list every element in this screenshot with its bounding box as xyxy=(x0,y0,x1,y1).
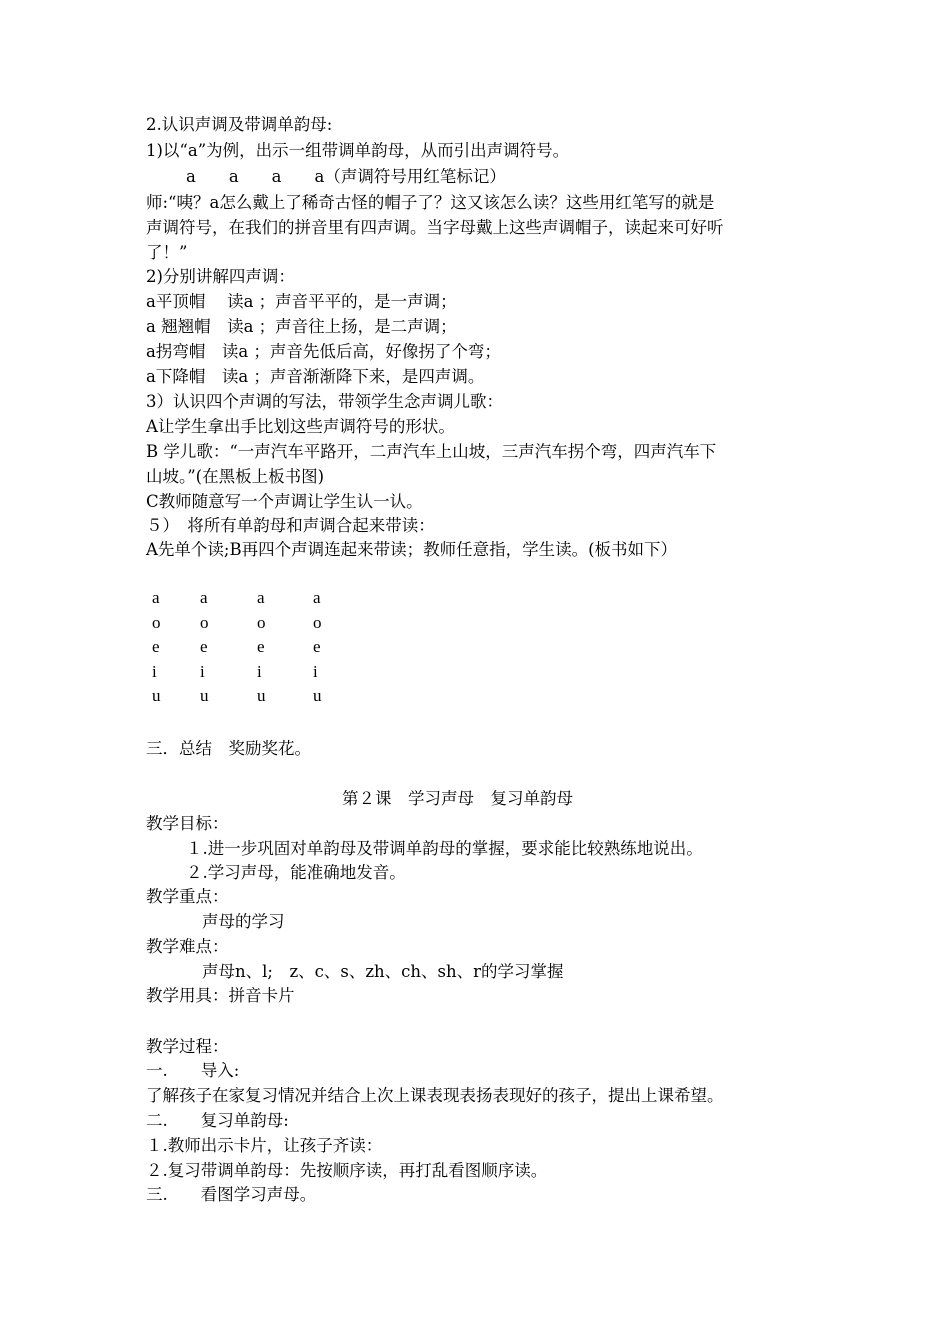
objective-item: ２.学习声母，能准确地发音。 xyxy=(186,863,406,882)
tone-example-line: a a a a（声调符号用红笔标记） xyxy=(186,167,506,186)
text-line: B 学儿歌：“一声汽车平路开，二声汽车上山坡，三声汽车拐个弯，四声汽车下 xyxy=(146,442,717,461)
grid-cell: o xyxy=(200,612,209,632)
text-line: 了解孩子在家复习情况并结合上次上课表现表扬表现好的孩子，提出上课希望。 xyxy=(146,1086,724,1105)
grid-cell: e xyxy=(152,637,160,657)
grid-cell: o xyxy=(257,612,266,632)
text-line: 师:“咦？a怎么戴上了稀奇古怪的帽子了？这又该怎么读？这些用红笔写的就是 xyxy=(146,193,715,212)
grid-row xyxy=(146,662,366,687)
tone-description: a拐弯帽 读a ；声音先低后高，好像拐了个弯； xyxy=(146,342,501,361)
process-step: 一. 导入: xyxy=(146,1061,240,1080)
grid-cell: e xyxy=(257,637,265,657)
grid-cell: a xyxy=(200,588,208,607)
process-step: 二. 复习单韵母: xyxy=(146,1111,289,1130)
text-line: A先单个读;B再四个声调连起来带读；教师任意指，学生读。(板书如下） xyxy=(146,540,678,559)
grid-cell: i xyxy=(257,661,262,681)
grid-cell: i xyxy=(152,661,157,681)
text-line: 了！” xyxy=(146,243,188,262)
grid-cell: u xyxy=(257,686,266,706)
summary-line: 三．总结 奖励奖花。 xyxy=(146,739,311,758)
text-line: 声母的学习 xyxy=(202,912,285,931)
grid-cell: u xyxy=(200,686,209,706)
text-line: A让学生拿出手比划这些声调符号的形状。 xyxy=(146,417,455,436)
grid-cell: u xyxy=(152,686,161,706)
grid-cell: a xyxy=(313,588,321,607)
tone-description: a 翘翘帽 读a ；声音往上扬，是二声调； xyxy=(146,317,457,336)
tone-description: a平顶帽 读a ；声音平平的，是一声调； xyxy=(146,292,457,311)
section-label: 教学用具：拼音卡片 xyxy=(146,986,295,1005)
grid-cell: a xyxy=(257,588,265,607)
text-line: C教师随意写一个声调让学生认一认。 xyxy=(146,492,423,511)
text-line: 2)分别讲解四声调： xyxy=(146,267,295,286)
text-line: 1)以“a”为例，出示一组带调单韵母，从而引出声调符号。 xyxy=(146,141,570,160)
grid-cell: e xyxy=(313,637,321,657)
section-label: 教学目标： xyxy=(146,814,229,833)
text-line: 声母n、l; z、c、s、zh、ch、sh、r的学习掌握 xyxy=(202,962,564,981)
section-heading: 2.认识声调及带调单韵母: xyxy=(146,115,333,134)
text-line: 声调符号，在我们的拼音里有四声调。当字母戴上这些声调帽子，读起来可好听 xyxy=(146,218,724,237)
process-step: 三. 看图学习声母。 xyxy=(146,1185,317,1204)
grid-cell: o xyxy=(152,612,161,632)
section-label: 教学难点： xyxy=(146,937,229,956)
tone-description: a下降帽 读a ；声音渐渐降下来，是四声调。 xyxy=(146,367,485,386)
text-line: １.教师出示卡片，让孩子齐读： xyxy=(146,1136,383,1155)
grid-cell: o xyxy=(313,612,322,632)
grid-row xyxy=(146,588,366,613)
grid-cell: i xyxy=(313,661,318,681)
grid-cell: i xyxy=(200,661,205,681)
lesson-title: 第２课 学习声母 复习单韵母 xyxy=(342,789,573,808)
board-grid xyxy=(146,588,366,711)
section-label: 教学重点： xyxy=(146,887,229,906)
text-line: 3）认识四个声调的写法，带领学生念声调儿歌： xyxy=(146,392,503,411)
grid-row xyxy=(146,613,366,638)
grid-row xyxy=(146,637,366,662)
section-label: 教学过程： xyxy=(146,1037,229,1056)
objective-item: １.进一步巩固对单韵母及带调单韵母的掌握，要求能比较熟练地说出。 xyxy=(186,839,703,858)
text-line: 山坡。”(在黑板上板书图) xyxy=(146,467,325,486)
grid-cell: u xyxy=(313,686,322,706)
grid-cell: e xyxy=(200,637,208,657)
text-line: ５） 将所有单韵母和声调合起来带读： xyxy=(146,516,435,535)
grid-cell: a xyxy=(152,588,160,607)
text-line: ２.复习带调单韵母：先按顺序读，再打乱看图顺序读。 xyxy=(146,1161,548,1180)
grid-row xyxy=(146,686,366,711)
